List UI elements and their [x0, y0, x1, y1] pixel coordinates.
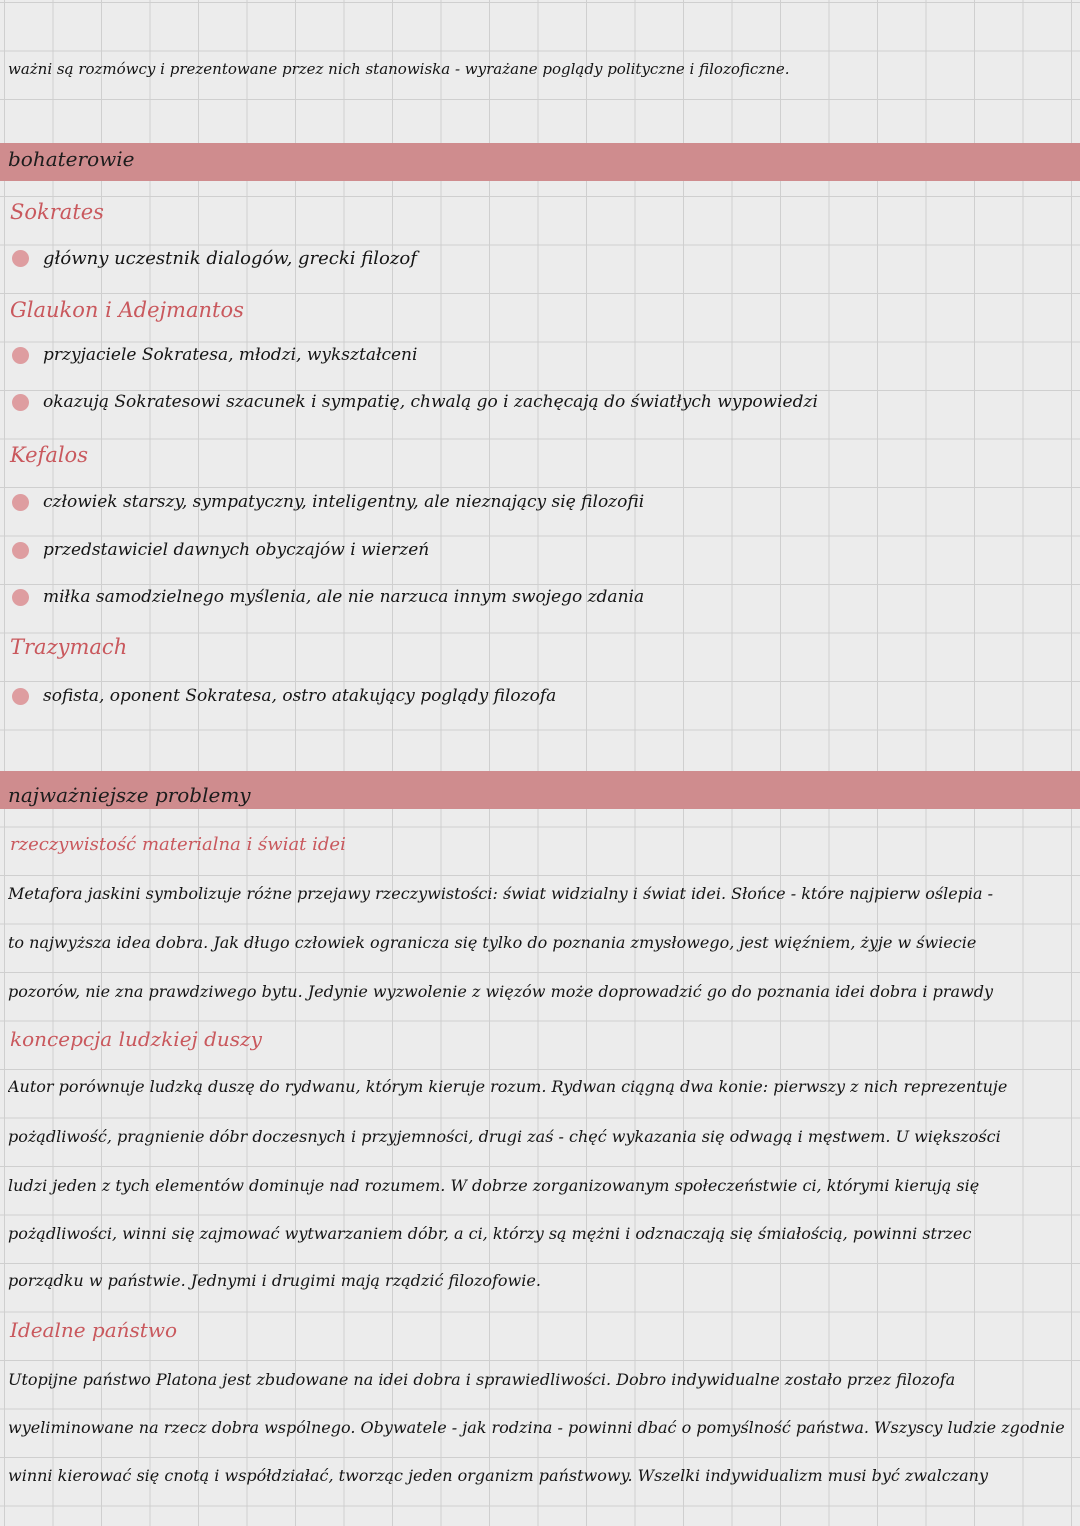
bullet-dot	[12, 394, 29, 411]
list-item	[12, 492, 644, 512]
intro-line: ważni są rozmówcy i prezentowane przez nich stanowiska - wyrażane poglądy polityczne i filozoficzne.	[8, 60, 790, 78]
topic-heading-reality-ideas: rzeczywistość materialna i świat idei	[10, 834, 346, 855]
paragraph-line: pożądliwości, winni się zajmować wytwarzaniem dóbr, a ci, którzy są mężni i odznaczają się śmiałością, powinni strzec	[8, 1224, 972, 1243]
paragraph-line: porządku w państwie. Jednymi i drugimi mają rządzić filozofowie.	[8, 1271, 541, 1290]
paragraph-line: to najwyższa idea dobra. Jak długo człowiek ogranicza się tylko do poznania zmysłowego, jest więźniem, żyje w świecie	[8, 933, 977, 952]
character-name-kefalos: Kefalos	[10, 443, 88, 467]
character-name-glaukon-adejmantos: Glaukon i Adejmantos	[10, 298, 244, 322]
bullet-text: przedstawiciel dawnych obyczajów i wierzeń	[43, 540, 430, 560]
section-title-heroes: bohaterowie	[8, 147, 135, 171]
character-name-sokrates: Sokrates	[10, 200, 104, 224]
list-item	[12, 248, 417, 269]
bullet-dot	[12, 688, 29, 705]
section-title-problems: najważniejsze problemy	[8, 783, 251, 807]
paragraph-line: winni kierować się cnotą i współdziałać, tworząc jeden organizm państwowy. Wszelki indywidualizm musi być zwalczany	[8, 1466, 988, 1485]
paragraph-line: wyeliminowane na rzecz dobra wspólnego. Obywatele - jak rodzina - powinni dbać o pomyślność państwa. Wszyscy ludzie zgodnie	[8, 1418, 1065, 1437]
list-item	[12, 686, 556, 706]
paragraph-line: Utopijne państwo Platona jest zbudowane na idei dobra i sprawiedliwości. Dobro indywidualne zostało przez filozofa	[8, 1370, 956, 1389]
bullet-text: miłka samodzielnego myślenia, ale nie narzuca innym swojego zdania	[43, 587, 645, 607]
topic-heading-soul: koncepcja ludzkiej duszy	[10, 1027, 262, 1051]
bullet-text: przyjaciele Sokratesa, młodzi, wykształceni	[43, 345, 418, 365]
bullet-text: sofista, oponent Sokratesa, ostro atakujący poglądy filozofa	[43, 686, 557, 706]
list-item	[12, 345, 417, 365]
bullet-dot	[12, 589, 29, 606]
bullet-dot	[12, 250, 29, 267]
list-item	[12, 392, 818, 412]
paragraph-line: pożądliwość, pragnienie dóbr doczesnych i przyjemności, drugi zaś - chęć wykazania się odwagą i męstwem. U większości	[8, 1127, 1001, 1146]
character-name-trazymach: Trazymach	[10, 635, 128, 659]
bullet-text: okazują Sokratesowi szacunek i sympatię, chwalą go i zachęcają do światłych wypowiedzi	[43, 392, 818, 412]
paragraph-line: ludzi jeden z tych elementów dominuje nad rozumem. W dobrze zorganizowanym społeczeństwie ci, którymi kierują się	[8, 1176, 980, 1195]
section-band-problems	[0, 771, 1080, 809]
paragraph-line: Autor porównuje ludzką duszę do rydwanu, którym kieruje rozum. Rydwan ciągną dwa konie: pierwszy z nich reprezentuje	[8, 1077, 1008, 1096]
bullet-dot	[12, 542, 29, 559]
paragraph-line: pozorów, nie zna prawdziwego bytu. Jedynie wyzwolenie z więzów może doprowadzić go do poznania idei dobra i prawdy	[8, 982, 993, 1001]
bullet-dot	[12, 347, 29, 364]
bullet-text: człowiek starszy, sympatyczny, inteligentny, ale nieznający się filozofii	[43, 492, 645, 512]
topic-heading-ideal-state: Idealne państwo	[10, 1318, 178, 1342]
list-item	[12, 587, 644, 607]
bullet-dot	[12, 494, 29, 511]
bullet-text: główny uczestnik dialogów, grecki filozof	[43, 248, 417, 269]
paragraph-line: Metafora jaskini symbolizuje różne przejawy rzeczywistości: świat widzialny i świat idei. Słońce - które najpierw oślepia -	[8, 884, 994, 903]
section-band-heroes	[0, 143, 1080, 181]
list-item	[12, 540, 429, 560]
